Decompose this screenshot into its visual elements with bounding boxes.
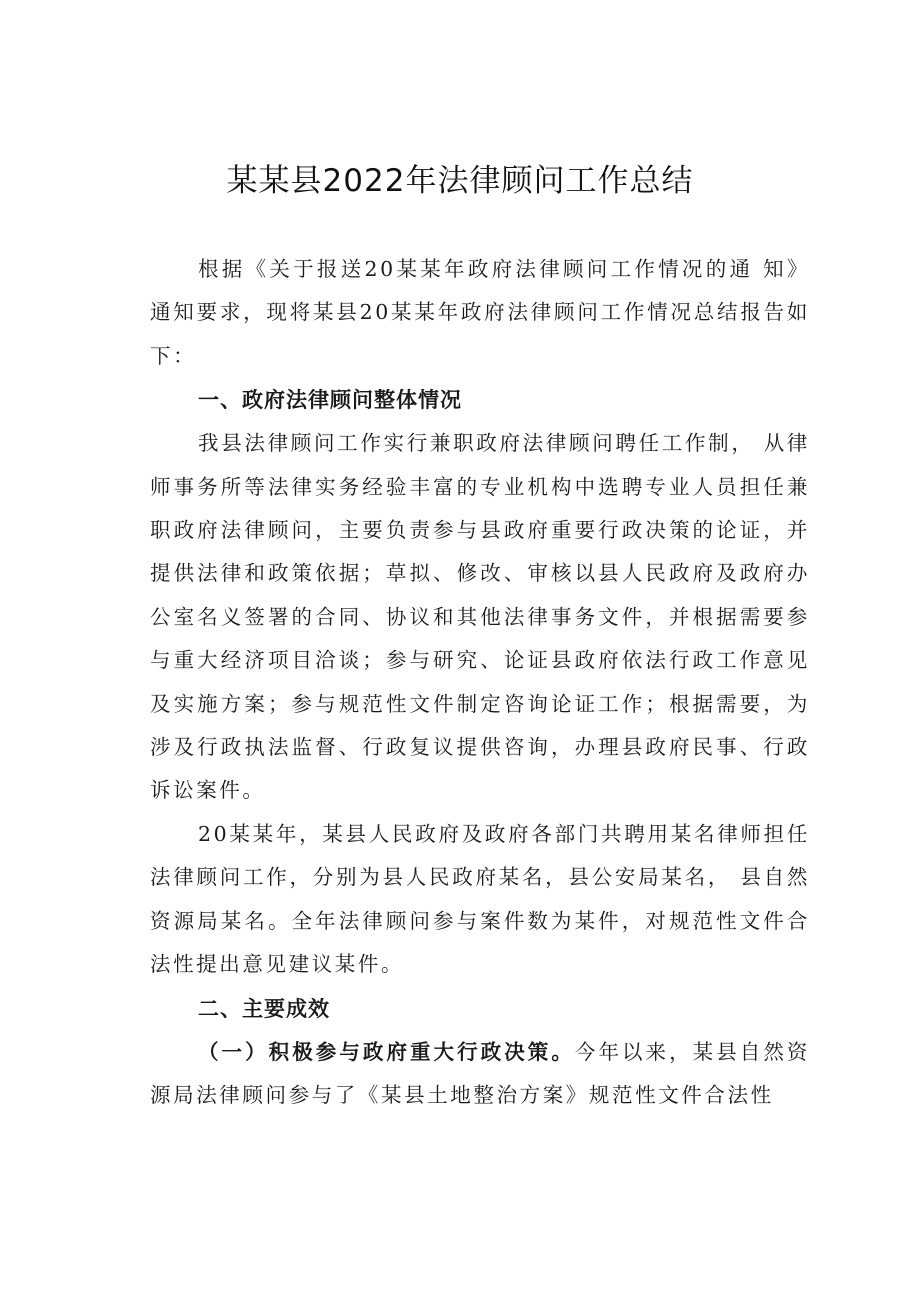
overview-paragraph-1: 我县法律顾问工作实行兼职政府法律顾问聘任工作制， 从律师事务所等法律实务经验丰富的专业机构中选聘专业人员担任兼职政府法律顾问，主要负责参与县政府重要行政决策的论证，并提供法律和政策依据；草拟、修改、审核以县人民政府及政府办公室名义签署的合同、协议和其他法律事务文件，并根据需要参与重大经济项目洽谈；参与研究、论证县政府依法行政工作意见及实施方案；参与规范性文件制定咨询论证工作；根据需要，为涉及行政执法监督、行政复议提供咨询，办理县政府民事、行政诉讼案件。 — [150, 431, 810, 803]
section-heading-overview: 一、政府法律顾问整体情况 — [198, 388, 462, 413]
document-body — [150, 248, 810, 1117]
section-heading-results: 二、主要成效 — [198, 996, 330, 1021]
results-item-lead: （一）积极参与政府重大行政决策。 — [198, 1039, 575, 1064]
overview-paragraph-2: 20某某年，某县人民政府及政府各部门共聘用某名律师担任法律顾问工作，分别为县人民政府某名，县公安局某名， 县自然资源局某名。全年法律顾问参与案件数为某件，对规范性文件合法性提出意见建议某件。 — [150, 821, 810, 977]
intro-paragraph: 根据《关于报送20某某年政府法律顾问工作情况的通 知》通知要求，现将某县20某某年政府法律顾问工作情况总结报告如下： — [150, 257, 810, 368]
results-item-text: 今年以来，某县自然资源局法律顾问参与了《某县土地整治方案》规范性文件合法性 — [150, 1039, 810, 1107]
results-paragraph-1 — [150, 1031, 810, 1118]
document-title: 某某县2022年法律顾问工作总结 — [226, 163, 694, 199]
